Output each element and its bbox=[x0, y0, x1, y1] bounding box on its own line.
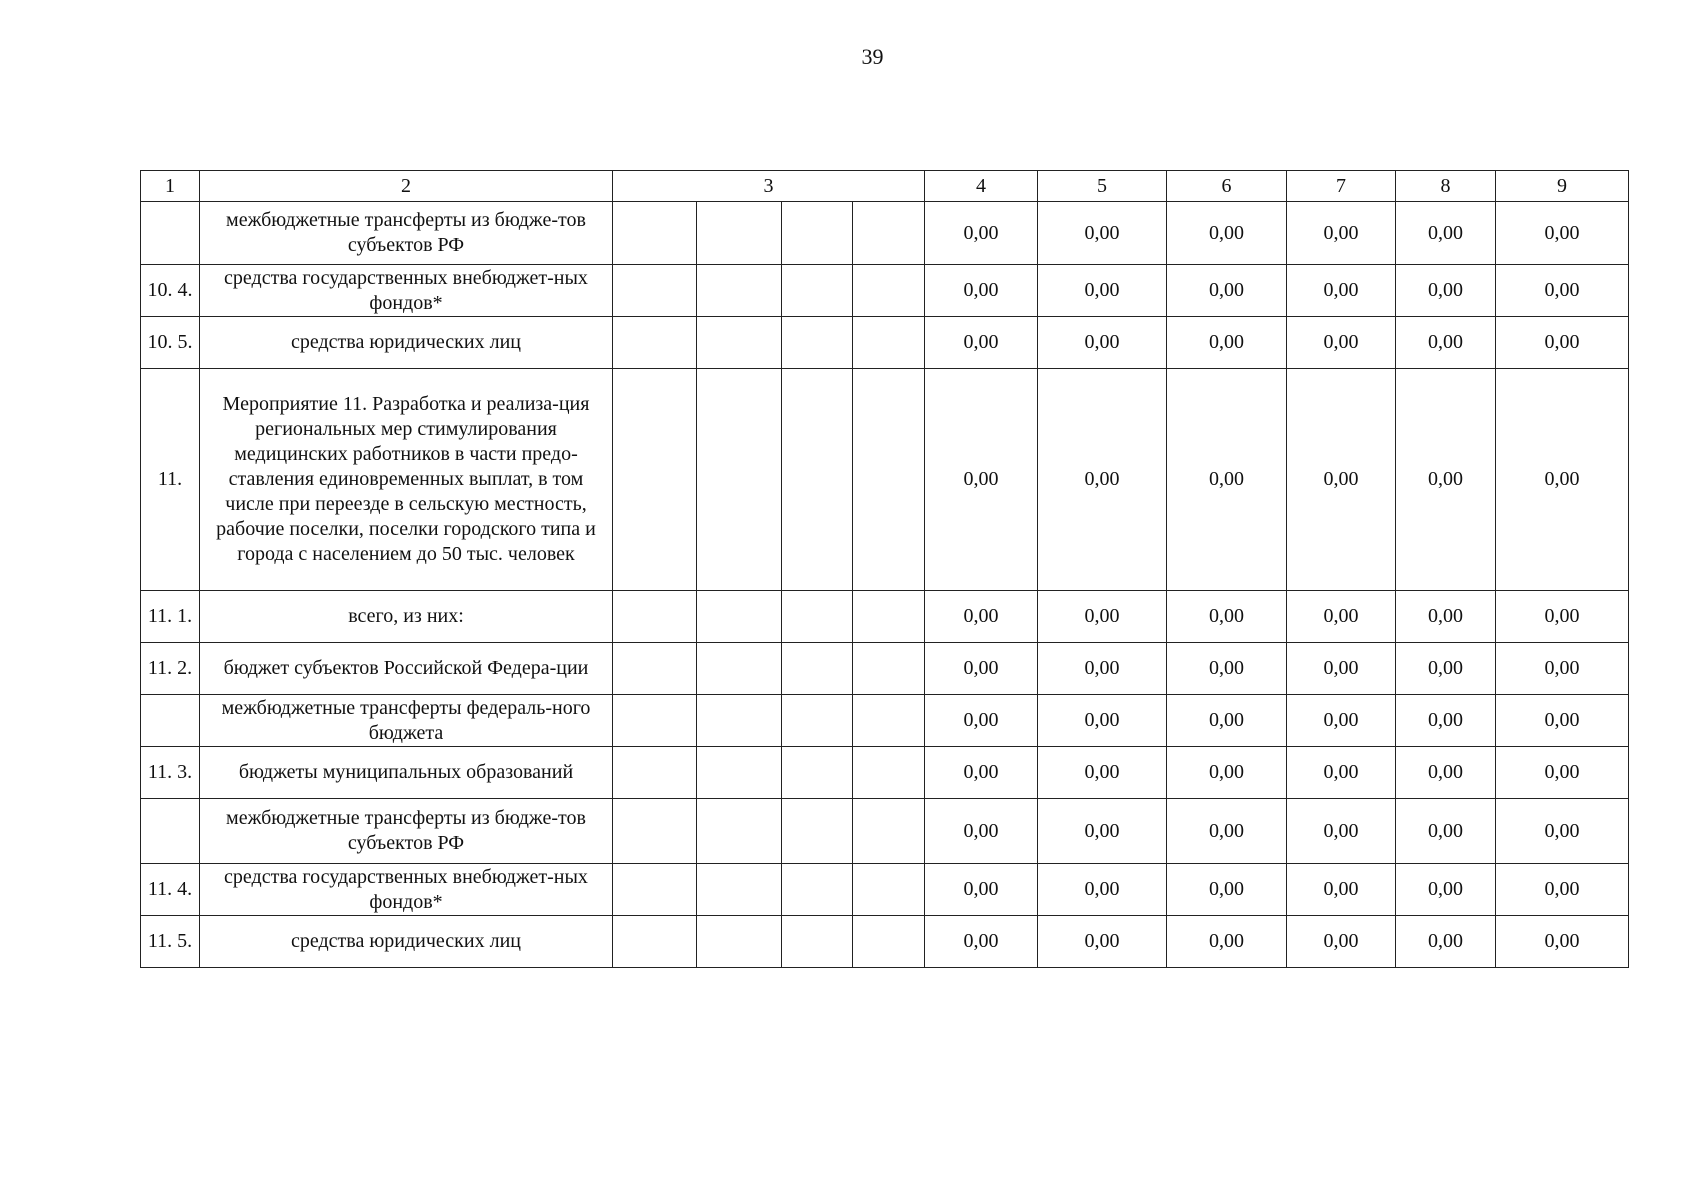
value-cell: 0,00 bbox=[1496, 369, 1629, 591]
table-row bbox=[141, 202, 1629, 265]
empty-cell bbox=[697, 369, 782, 591]
value-cell: 0,00 bbox=[1167, 747, 1287, 799]
value-cell: 0,00 bbox=[1038, 799, 1167, 864]
value-cell: 0,00 bbox=[1396, 864, 1496, 916]
empty-cell bbox=[853, 643, 925, 695]
empty-cell bbox=[782, 747, 853, 799]
empty-cell bbox=[697, 695, 782, 747]
empty-cell bbox=[853, 317, 925, 369]
row-description: бюджет субъектов Российской Федера-ции bbox=[200, 643, 613, 695]
value-cell: 0,00 bbox=[1167, 799, 1287, 864]
empty-cell bbox=[697, 202, 782, 265]
row-description: средства юридических лиц bbox=[200, 317, 613, 369]
value-cell: 0,00 bbox=[1038, 202, 1167, 265]
empty-cell bbox=[782, 695, 853, 747]
empty-cell bbox=[782, 265, 853, 317]
value-cell: 0,00 bbox=[1167, 369, 1287, 591]
value-cell: 0,00 bbox=[1496, 799, 1629, 864]
table-row bbox=[141, 695, 1629, 747]
value-cell: 0,00 bbox=[1396, 202, 1496, 265]
header-cell: 3 bbox=[613, 171, 925, 202]
empty-cell bbox=[613, 916, 697, 968]
page-number: 39 bbox=[861, 44, 884, 69]
row-index: 10. 5. bbox=[141, 317, 200, 369]
row-index: 11. 3. bbox=[141, 747, 200, 799]
value-cell: 0,00 bbox=[1496, 864, 1629, 916]
empty-cell bbox=[853, 916, 925, 968]
value-cell: 0,00 bbox=[1496, 317, 1629, 369]
value-cell: 0,00 bbox=[1396, 317, 1496, 369]
row-index bbox=[141, 202, 200, 265]
row-index bbox=[141, 695, 200, 747]
table-row bbox=[141, 591, 1629, 643]
value-cell: 0,00 bbox=[1038, 317, 1167, 369]
table-row bbox=[141, 747, 1629, 799]
empty-cell bbox=[853, 695, 925, 747]
value-cell: 0,00 bbox=[1287, 643, 1396, 695]
header-cell: 9 bbox=[1496, 171, 1629, 202]
value-cell: 0,00 bbox=[1167, 202, 1287, 265]
empty-cell bbox=[853, 265, 925, 317]
empty-cell bbox=[782, 202, 853, 265]
value-cell: 0,00 bbox=[1396, 369, 1496, 591]
empty-cell bbox=[613, 317, 697, 369]
value-cell: 0,00 bbox=[1287, 695, 1396, 747]
row-description: межбюджетные трансферты из бюдже-тов субъектов РФ bbox=[200, 202, 613, 265]
table-row bbox=[141, 317, 1629, 369]
value-cell: 0,00 bbox=[1496, 695, 1629, 747]
header-cell: 2 bbox=[200, 171, 613, 202]
value-cell: 0,00 bbox=[1167, 864, 1287, 916]
value-cell: 0,00 bbox=[1287, 864, 1396, 916]
empty-cell bbox=[613, 799, 697, 864]
empty-cell bbox=[853, 799, 925, 864]
header-cell: 6 bbox=[1167, 171, 1287, 202]
value-cell: 0,00 bbox=[1396, 799, 1496, 864]
empty-cell bbox=[613, 369, 697, 591]
value-cell: 0,00 bbox=[925, 695, 1038, 747]
value-cell: 0,00 bbox=[1287, 317, 1396, 369]
table-row bbox=[141, 265, 1629, 317]
header-cell: 7 bbox=[1287, 171, 1396, 202]
value-cell: 0,00 bbox=[1038, 591, 1167, 643]
value-cell: 0,00 bbox=[925, 916, 1038, 968]
header-cell: 4 bbox=[925, 171, 1038, 202]
value-cell: 0,00 bbox=[925, 747, 1038, 799]
value-cell: 0,00 bbox=[1396, 265, 1496, 317]
empty-cell bbox=[697, 591, 782, 643]
value-cell: 0,00 bbox=[1396, 643, 1496, 695]
empty-cell bbox=[613, 695, 697, 747]
row-description: межбюджетные трансферты из бюдже-тов субъектов РФ bbox=[200, 799, 613, 864]
value-cell: 0,00 bbox=[1167, 591, 1287, 643]
header-row bbox=[141, 171, 1629, 202]
value-cell: 0,00 bbox=[1038, 265, 1167, 317]
row-description: Мероприятие 11. Разработка и реализа-ция региональных мер стимулирования медицинских работников в части предо-ставления единовременных выплат, в том числе при переезде в сельскую местность, рабочие поселки, поселки городского типа и города с населением до 50 тыс. человек bbox=[200, 369, 613, 591]
value-cell: 0,00 bbox=[1167, 916, 1287, 968]
value-cell: 0,00 bbox=[925, 317, 1038, 369]
value-cell: 0,00 bbox=[1396, 747, 1496, 799]
table-row bbox=[141, 643, 1629, 695]
value-cell: 0,00 bbox=[1496, 916, 1629, 968]
value-cell: 0,00 bbox=[1038, 369, 1167, 591]
value-cell: 0,00 bbox=[925, 864, 1038, 916]
row-index: 11. 5. bbox=[141, 916, 200, 968]
value-cell: 0,00 bbox=[1038, 747, 1167, 799]
value-cell: 0,00 bbox=[925, 265, 1038, 317]
empty-cell bbox=[613, 864, 697, 916]
table-row bbox=[141, 799, 1629, 864]
empty-cell bbox=[697, 317, 782, 369]
empty-cell bbox=[613, 747, 697, 799]
empty-cell bbox=[697, 799, 782, 864]
value-cell: 0,00 bbox=[1496, 265, 1629, 317]
value-cell: 0,00 bbox=[1038, 695, 1167, 747]
empty-cell bbox=[697, 747, 782, 799]
table-row bbox=[141, 916, 1629, 968]
empty-cell bbox=[613, 591, 697, 643]
value-cell: 0,00 bbox=[925, 643, 1038, 695]
empty-cell bbox=[613, 202, 697, 265]
value-cell: 0,00 bbox=[925, 202, 1038, 265]
empty-cell bbox=[782, 317, 853, 369]
row-description: межбюджетные трансферты федераль-ного бюджета bbox=[200, 695, 613, 747]
header-cell: 1 bbox=[141, 171, 200, 202]
row-description: средства юридических лиц bbox=[200, 916, 613, 968]
empty-cell bbox=[782, 591, 853, 643]
empty-cell bbox=[853, 864, 925, 916]
empty-cell bbox=[853, 747, 925, 799]
value-cell: 0,00 bbox=[925, 369, 1038, 591]
value-cell: 0,00 bbox=[1396, 916, 1496, 968]
empty-cell bbox=[697, 643, 782, 695]
empty-cell bbox=[782, 864, 853, 916]
empty-cell bbox=[697, 916, 782, 968]
row-description: бюджеты муниципальных образований bbox=[200, 747, 613, 799]
row-index bbox=[141, 799, 200, 864]
value-cell: 0,00 bbox=[1396, 591, 1496, 643]
row-index: 10. 4. bbox=[141, 265, 200, 317]
value-cell: 0,00 bbox=[1167, 265, 1287, 317]
value-cell: 0,00 bbox=[1038, 643, 1167, 695]
value-cell: 0,00 bbox=[925, 799, 1038, 864]
value-cell: 0,00 bbox=[1496, 747, 1629, 799]
value-cell: 0,00 bbox=[1287, 591, 1396, 643]
value-cell: 0,00 bbox=[1167, 695, 1287, 747]
empty-cell bbox=[853, 369, 925, 591]
value-cell: 0,00 bbox=[1287, 202, 1396, 265]
row-index: 11. 2. bbox=[141, 643, 200, 695]
row-index: 11. bbox=[141, 369, 200, 591]
row-index: 11. 1. bbox=[141, 591, 200, 643]
value-cell: 0,00 bbox=[1038, 916, 1167, 968]
value-cell: 0,00 bbox=[1287, 799, 1396, 864]
table-row bbox=[141, 864, 1629, 916]
empty-cell bbox=[782, 643, 853, 695]
empty-cell bbox=[782, 916, 853, 968]
row-description: средства государственных внебюджет-ных фондов* bbox=[200, 265, 613, 317]
value-cell: 0,00 bbox=[1287, 369, 1396, 591]
value-cell: 0,00 bbox=[1167, 643, 1287, 695]
empty-cell bbox=[613, 643, 697, 695]
value-cell: 0,00 bbox=[1496, 591, 1629, 643]
value-cell: 0,00 bbox=[925, 591, 1038, 643]
row-description: всего, из них: bbox=[200, 591, 613, 643]
budget-table bbox=[140, 170, 1629, 968]
value-cell: 0,00 bbox=[1396, 695, 1496, 747]
value-cell: 0,00 bbox=[1287, 747, 1396, 799]
row-description: средства государственных внебюджет-ных фондов* bbox=[200, 864, 613, 916]
header-cell: 8 bbox=[1396, 171, 1496, 202]
empty-cell bbox=[613, 265, 697, 317]
header-cell: 5 bbox=[1038, 171, 1167, 202]
empty-cell bbox=[853, 202, 925, 265]
empty-cell bbox=[697, 864, 782, 916]
value-cell: 0,00 bbox=[1496, 202, 1629, 265]
empty-cell bbox=[697, 265, 782, 317]
value-cell: 0,00 bbox=[1287, 916, 1396, 968]
table-row bbox=[141, 369, 1629, 591]
value-cell: 0,00 bbox=[1287, 265, 1396, 317]
value-cell: 0,00 bbox=[1496, 643, 1629, 695]
empty-cell bbox=[782, 799, 853, 864]
empty-cell bbox=[853, 591, 925, 643]
value-cell: 0,00 bbox=[1167, 317, 1287, 369]
row-index: 11. 4. bbox=[141, 864, 200, 916]
empty-cell bbox=[782, 369, 853, 591]
value-cell: 0,00 bbox=[1038, 864, 1167, 916]
